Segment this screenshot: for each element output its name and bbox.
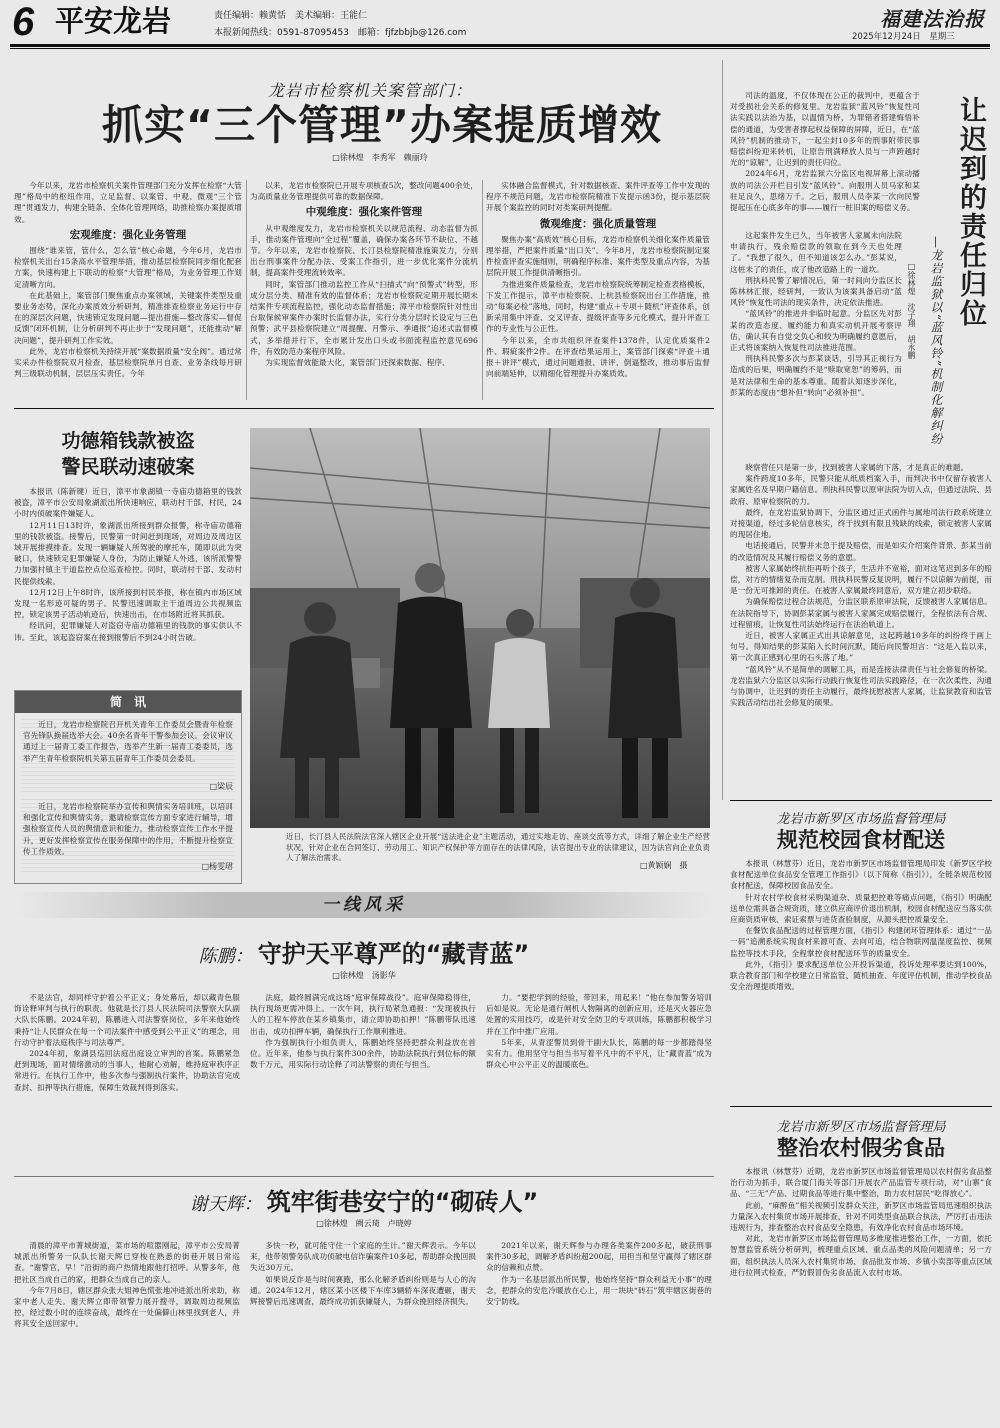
editors: 责任编辑：赖黄恬 美术编辑：王能仁 — [214, 11, 368, 21]
photo-caption: 近日，长汀县人民法院法官深入辖区企业开展“送法进企业”主题活动，通过实地走访、座谈交流等方式，详细了解企业生产经营状况，针对企业在合同签订、劳动用工、知识产权保护等方面存在的法律风险，法官提出专业的法律建议，因为法官向企业负责人了解法治需求。 — [286, 832, 710, 862]
story2-byline: □徐林煌 阙云琦 卢晓婷 — [316, 1219, 412, 1228]
food1-body: 本报讯（林慧芬）近日，龙岩市新罗区市场监督管理局印发《新罗区学校食材配送单位食品安全管理工作指引》（以下简称《指引》），全链条规范校园食材配送，保障校园食品安全。 针对农村学校食材采购渠道杂、质量把控难等痛点问题，《指引》明确配送单位需具备合规资质，建立供应商评价退出机制，校园食材配送应当落实供应商资质审核、索证索票与进货查验制度，从源头把控质量安全。 在餐饮食品配送的过程管理方面，《指引》构建闭环管理体系：通过“一品一码”追溯系统实现食材来源可查、去向可追，结合物联网温湿度监控、视频监控等技术手段，全程掌控食材配送环节的质量安全。 此外，《指引》要求配送单位公开投诉渠道，投诉处理率要达到100%，联合教育部门和学校建立日常监管、随机抽查、年度评估机制，推动学校食品安全治理提质增效。 — [730, 859, 992, 992]
story1-headline: 陈鹏： 守护天平尊严的“藏青蓝” — [198, 940, 530, 968]
lead-byline: □徐林煌 李秀军 赖丽玲 — [332, 153, 428, 162]
prison-story-top: 司法的温度，不仅体现在公正的裁判中，更蕴含于对受损社会关系的修复里。龙岩监狱“蓝风铃”恢复性司法实践以法治为基，以温情为桥，为罪错者搭建悔悟补偿的通道，为受害者撑起权益保障的屏障，近日，在“蓝风铃”机制的推动下，一起尘封10多年的刑事附带民事赔偿纠纷迎来转机，让原告刑满释放人员与一声跨越时光的“谅解”，让迟到的责任归位。 2024年6月，龙岩监狱六分监区电视屏幕上滚动播放的司法公开栏目引发“蓝风铃”。向服刑人员马家和某驻足良久，思绪万千。之后，服刑人员李某一次向民警提起压在心底多年的事——履行一桩旧案的赔偿义务。 — [730, 91, 920, 213]
photo-credit: □黄颖娴 摄 — [640, 861, 688, 870]
prison-byline: □徐林煌 沈子翔 胡永鹏 — [907, 262, 916, 359]
lead-headline: 抓实“三个管理”办案提质增效 — [102, 101, 662, 149]
lead-column-3: 实体融合监督模式，针对数据核查、案件评查等工作中发现的程序不规范问题，龙岩市检察院精准下发提示函3份，提示基层院开展个案监控的同时对类案研判提醒。 微观维度：强化质量管理 聚焦办案“高质效”核心目标，龙岩市检察机关细化案件质量管理举措，严把案件质量“出口关”。今年8月，龙岩市检察院制定案件检查评查实施细则，明确程序标准、案件类型及重点内容，为基层院开展工作提供清晰指引。 为推进案件质量检查，龙岩市检察院统筹制定检查表格模板，下发工作提示，漳平市检察院、上杭县检察院出台工作措施，推动“每案必检”落地，同时，构建“重点＋专项＋随机”评查体系，创新采用集中评查、交叉评查、提级评查等多元化模式，提升评查工作的专业性与公正性。 今年以来，全市共组织评查案件1378件，认定优质案件2件、瑕疵案件2件。在评查结果运用上，案管部门探索“评查＋通报＋讲评”模式，通过问题通报、讲评、倒逼整改，推动事后监督向前端延伸，以精细化管理提升办案质效。 — [486, 181, 710, 379]
lead-column-1: 今年以来，龙岩市检察机关案件管理部门充分发挥在检察“大管理”格局中的枢纽作用，立足监督、以案管、中观、微观“三个管理”贯通发力，构建全链条、全体化管理网络，助推检察办案提质增效。 宏观维度：强化业务管理 围绕“谁来管，管什么，怎么管”核心命题，今年6月，龙岩市检察机关出台15条高水平管理举措，推动基层检察院同步细化配套方案，快速构建上下联动的检察“大管理”格局，为业务管理工作划定清晰方向。 在此基础上，案管部门聚焦重点办案领域，关键案件类型及重要业务态势，深化办案质效分析研判，精准排查检察业务运行中存在的深层次问题，快速锁定发现问题—提出措施—整改落实—督促反馈”闭环机制，让分析研判不再止步于“发现问题”，还能推动“解决问题”，提升研判工作实效。 此外，龙岩市检察机关持续开展“案数据质量“安全阀”。通过常实采办件检察院双月检查，基层检察院单月自查、业务条线每月研判三级联动机制，层层压实责任。今年 — [14, 181, 242, 379]
food2-headline: 整治农村假劣食品 — [777, 1136, 945, 1160]
lead-column-2: 以来，龙岩市检察院已开展专项核查5次，整改问题400余处，为高质量业务管理提供可靠的数据保障。 中观维度：强化案件管理 从中观维度发力，龙岩市检察机关以规范流程、动态监督为抓手，推动案件管理向“全过程”覆盖，确保办案各环节不缺位、不越节。今年以来，龙岩市检察院、长汀县检察院精准施策发力，分别出台刑事案件分配办法、受案工作指引，进一步优化案件分流机制，提高案件受理流转效率。 同时，案管部门推动监控工作从“扫描式”向“预警式”转型，形成分层分类、精准有效的监督体系；龙岩市检察院定期开展长期未结案件专项流程监控，强化动态监督措施；漳平市检察院针对性出台取保候审案件办案时长监督办法，实行分类分层时长设定与三色预警；武平县检察院建立“周提醒、月警示、季通报”追述式监督模式，多举措并行下，全市累计发出口头或书面流程监控意见696件，有效防范办案程序风险。 为实现监督效能最大化，案管部门还探索数据、程序、 — [250, 181, 478, 368]
prison-headline: 让迟到的责任归位 —龙岩监狱以“蓝风铃”机制化解纠纷 — [929, 96, 986, 446]
brief-box: 简 讯 近日，龙岩市检察院召开机关青年工作委员会暨青年检察官先锋队换届选举大会。40余名青年干警参加会议。会议审议通过上一届青工委工作报告，选举产生新一届青工委委员，选举产生青年检察院机关第五届青年工作委员会委员。 □梁辰 近日，龙岩市检察院举办宣传和舆情实务培训班，以培训和强化宣传和舆情实务，邀请检察宣传方面专家进行辅导，增强检察宣传人员的舆情意识和能力，推动检察宣传工作水平提升，更好发挥检察宣传在服务保障中的作用，不断提升检察宣传工作质效。 □杨雯珺 — [14, 690, 242, 884]
masthead — [0, 0, 1000, 46]
story2-col-3: 2021年以来，谢天辉参与办理各类案件200多起，破获刑事案件30多起，调解矛盾纠纷超200起，用担当和坚守赢得了辖区群众的信赖和点赞。 作为一名基层派出所民警，他始终坚持“群众利益无小事”的理念，把群众的安危冷暖放在心上，用一块块“砖石”筑牢辖区街巷的安宁防线。 — [486, 1241, 712, 1307]
story2-col-1: 清晨的漳平市菁城街道，菜市场的喧嚣刚起，漳平市公安局菁城派出所警务一队队长谢天辉已穿梭在熟悉的街巷开展日常巡查。“谢警官，早！”沿街的商户热情地跟他打招呼。从警多年，他把社区当成自己的家，把群众当成自己的亲人。 今年7月8日，辖区群众张大姐神色慌张地冲进派出所求助，称家中老人走失。谢天辉立即带领警力展开搜寻，调取周边视频监控，经过数小时的连续奋战，最终在一处偏僻山林里找到老人，并将其安全送回家中。 — [14, 1241, 240, 1329]
issue-date: 2025年12月24日 星期三 — [852, 32, 955, 42]
story2-headline: 谢天辉： 筑牢街巷安宁的“砌砖人” — [189, 1188, 539, 1216]
page-number: 6 — [12, 0, 35, 44]
story1-byline: □徐林煌 汤影华 — [332, 971, 396, 980]
story2-col-2: 多快一秒，就可能守住一个家庭的生计。”谢天辉表示。今年以来，他带领警务队成功侦破电信诈骗案件10多起，帮助群众挽回损失近30万元。 如果说反诈是与时间赛跑，那么化解矛盾纠纷则是与人心的沟通。2024年12月，辖区某小区楼下车库3辆轿车深夜遭砸，谢天辉接警后迅速调查，最终成功抓获嫌疑人，为群众挽回经济损失。 — [250, 1241, 476, 1307]
theft-body: 本报讯（陈新键）近日，漳平市象湖镇一寺庙功德箱里的钱款被盗，漳平市公安局象湖派出所快速响应，联动村干部，村民，24小时内侦破案件嫌疑人。 12月11日13时许，象湖派出所接到群众报警，称寺庙功德箱里的钱款被盗。接警后，民警第一时间赶到现场，对周边及周边区域开展排摸排查。发现一辆嫌疑人所驾驶的摩托车，随即以此为突破口，快速锁定犯罪嫌疑人身份，为防止嫌疑人外逃，该所派警警力加强村镇主干道监控点位巡查检控。同时，联动村干部、发动村民提供线索。 12月12日上午8时许，该所接到村民举报，称在镇内市场区域发现一名形迹可疑的男子。民警迅速调取主干道周边公共视频监控，锁定该男子活动轨迹后，快速出击，在市场附近将其抓获。 经讯问，犯罪嫌疑人对盗窃寺庙功德箱里的钱款的事实供认不讳。至此，该起盗窃案在接到报警后不到24小时告破。 — [14, 487, 242, 642]
feature-banner — [14, 892, 714, 918]
brief-title: 简 讯 — [15, 691, 241, 713]
theft-headline: 功德箱钱款被盗 警民联动速破案 — [61, 430, 195, 478]
food1-org: 龙岩市新罗区市场监督管理局 — [776, 812, 946, 827]
food2-org: 龙岩市新罗区市场监督管理局 — [776, 1120, 946, 1135]
masthead-rule — [10, 44, 990, 47]
subhead-macro: 宏观维度：强化业务管理 — [69, 228, 187, 241]
factory-photo — [250, 428, 710, 828]
prison-story-bottom: 晓察营任只是第一步，找到被害人家属的下落，才是真正的难题。 案件跨度10多年，民警只能从纸质档案入手，而判决书中仅留存被害人家属姓名及早期户籍信息。刑执科民警以原审法院为切入点，但通过法院、县政府、原审检察院的力。 最终，在龙岩监狱协调下，分监区通过正式函件与属地司法行政系统建立对接渠道，经过多轮信息核实，终于找到有限且残缺的线索，锁定被害人家属的现居住地。 电话接通后，民警并未急于提及赔偿，而是如实介绍案件背景、彭某当前的改造情况及其履行赔偿义务的意愿。 被害人家属始终抗拒再听个孩子，生活并不宽裕，面对这笔迟到多年的赔偿，对方的情绪复杂而克制。刑执科民警反复说明，履行不以谅解为前提，而是一份无可推卸的责任。在被害人家属最终同意后，双方建立初步联络。 为确保赔偿过程合法规范，分监区联系原审法院，反馈被害人家属信息。在法院指导下，协调彭某家属与被害人家属完成赔偿履行，全程依法有合规、过程留痕，让恢复性司法始终运行在法治轨道上。 近日，被害人家属正式出具谅解意见，这起跨越10多年的纠纷终于画上句号。得知结果的彭某陷入长时间沉默，随后向民警坦言：“这是入监以来，第一次真正感到心里的石头落了地。” “蓝风铃”从不是简单的调解工具，而是连接法律责任与社会修复的桥梁。龙岩监狱六分监区以实际行动践行恢复性司法实践路径，在一次次柔性、沟通与协调中，让迟到的责任主动履行，最终抚慰被害人家属，让监狱教育和监管实践活动结出社会修复的硕果。 — [730, 463, 992, 708]
feature-label: 一线风采 — [322, 895, 406, 915]
food1-headline: 规范校园食材配送 — [777, 828, 945, 852]
hotline: 本报新闻热线：0591-87095453 邮箱：fjfzbbjb@126.com — [214, 28, 467, 38]
story1-col-2: 法庭，最终圆满完成这场“庭审保障战役”。庭审保障稳得住，执行现场更需冲得上。一次午间，执行局紧急通报：“发现被执行人的工程车停放在某乡镇集市，请立即协助扣押！”陈鹏带队迅速出击，成功扣押车辆，确保执行工作顺利推进。 作为强制执行小组负责人，陈鹏始终坚持把群众利益放在首位。近年来，他参与执行案件300余件，协助法院执行到位标的额数千万元，用实际行动诠释了司法警察的责任与担当。 — [250, 993, 476, 1070]
subhead-meso: 中观维度：强化案件管理 — [305, 206, 423, 219]
story1-col-3: 力。“要把学到的经验，带回来，用起来！”他在参加警务培训后如是说。无论是通行闸机人物隔离的创新应用，还是灭火器应急处置的实用技巧，或是针对安全防卫的专项训练，陈鹏都积极学习并在工作中推广应用。 5年来，从青涩警员到骨干副大队长，陈鹏的每一步都踏得坚实有力。他用坚守与担当书写着平凡中的不平凡，让“藏青蓝”成为群众心中公平正义的温暖底色。 — [486, 993, 712, 1070]
lead-kicker: 龙岩市检察机关案管部门： — [267, 81, 472, 100]
paper-logo: 福建法治报 — [880, 7, 985, 31]
story1-col-1: 不是法官，却同样守护着公平正义；身处幕后，却以藏青色服饰诠释审判与执行的职责。他就是长汀县人民法院司法警察大队副大队长陈鹏。2024年初，陈鹏进入司法警察岗位，多年来他始终秉持“让人民群众在每一个司法案件中感受到公平正义”的理念，用行动守护着法庭秩序与司法尊严。 2024年初，象湖县巡回法庭出庭设立审判的首案。陈鹏紧急赶到现场，面对情绪激动的当事人，他耐心劝解，维持庭审秩序正常进行。在执行工作中，他多次参与强制执行案件，协助法官完成查封、扣押等执行措施，保障生效裁判得到落实。 — [14, 993, 240, 1092]
food2-body: 本报讯（林慧芬）近期，龙岩市新罗区市场监督管理局以农村假劣食品整治行动为抓手，联合厦门海关等部门开展农产品监管专项行动，对“山寨”食品、“三无”产品、过期食品等进行集中整治，助力农村居民“吃得放心”。 此前，“麻醉鱼”相关视频引发群众关注，新罗区市场监管局迅速组织执法力量深入农村集贸市场开展排查，针对不同类型食品联合执法，严厉打击违法违规行为，排查整治农村食品安全隐患，有效净化农村食品市场环境。 对此，龙岩市新罗区市场监督管理局多维度推进整治工作，一方面，依托智慧监管系统分析研判，梳理重点区域、重点品类的风险问题清单；另一方面，组织执法人员深入农村集贸市场、食品批发市场、乡镇小卖部等重点区域进行拉网式检查，严防假冒伪劣食品流入农村市场。 — [730, 1167, 992, 1277]
prison-story-col: 这起案件发生已久，当年被害人家属未向法院申请执行，残余赔偿款的领取在到今天也处理了。“我想了很久，但不知道该怎么办。”彭某说，这桩未了的责任，成了他改造路上的一道坎。 刑执科民警了解情况后，第一时间向分监区长陈林林汇报，经研判，一致认为该案具备启动“蓝风铃”恢复性司法的现实条件，决定依法推进。 “蓝风铃”的推进并非临时起意。分监区先对彭某的改造态度、履约能力和真实动机开展考察评估，确认其有自觉交负心和较为明确履约意愿后，正式将该案纳入恢复性司法推进范围。 刑执科民警多次与彭某谈话，引导其正视行为造成的后果，明确履约不是“赎取宽恕”的筹码，而是对法律和生命的基本尊重。随着认知逐步深化，彭某的态度由“想补但“转向”必须补担”。 — [730, 231, 902, 397]
section-title: 平安龙岩 — [55, 4, 172, 38]
subhead-micro: 微观维度：强化质量管理 — [539, 217, 657, 230]
